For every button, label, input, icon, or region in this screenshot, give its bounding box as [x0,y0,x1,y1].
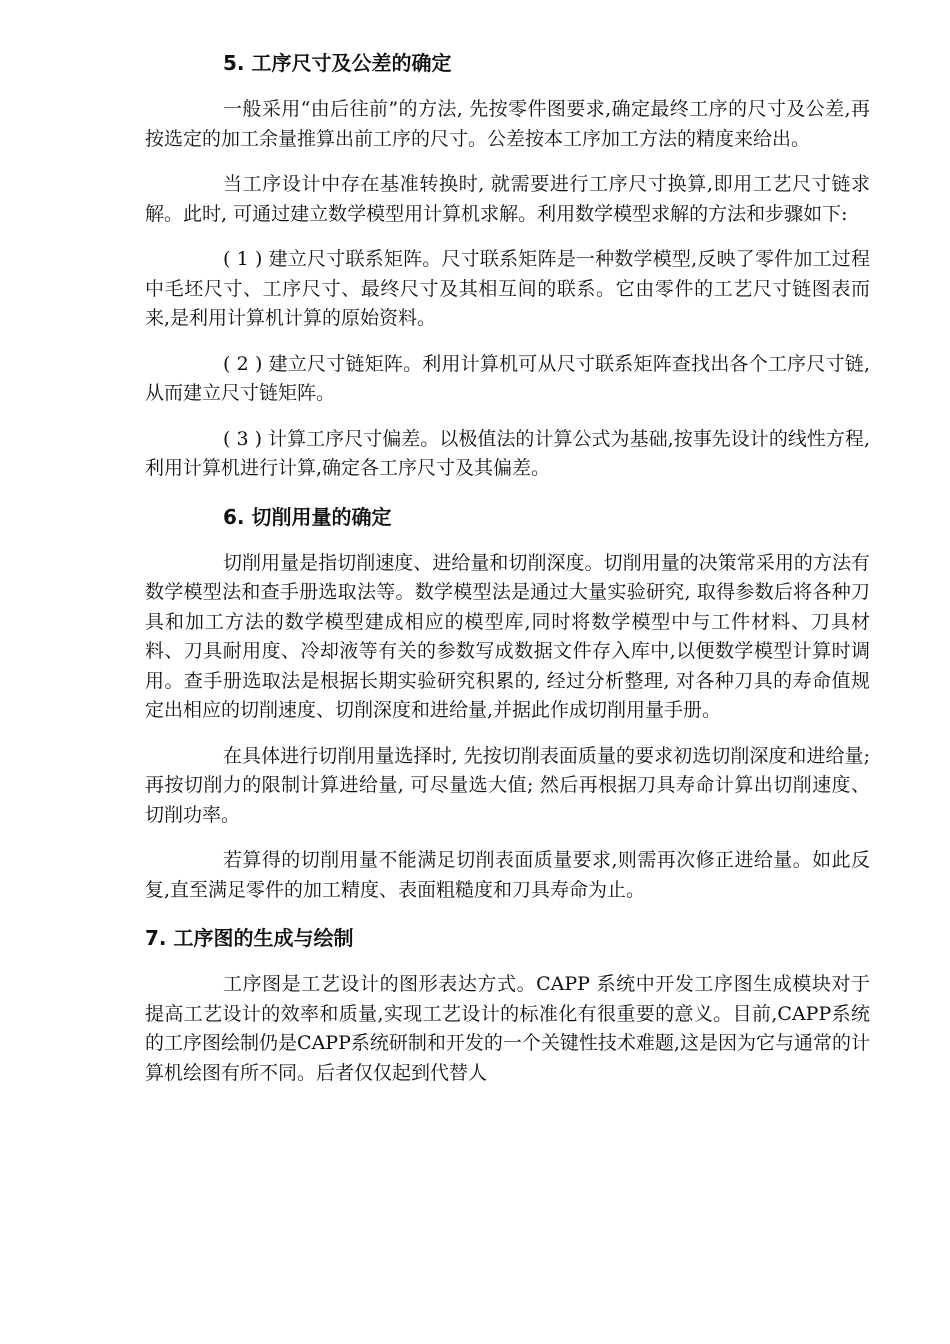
paragraph: 当工序设计中存在基准转换时, 就需要进行工序尺寸换算,即用工艺尺寸链求解。此时, 可通过建立数学模型用计算机求解。利用数学模型求解的方法和步骤如下: [145,173,870,225]
section-heading-6: 6. 切削用量的确定 [223,504,392,529]
paragraph: 一般采用“由后往前”的方法, 先按零件图要求,确定最终工序的尺寸及公差,再按选定的加工余量推算出前工序的尺寸。公差按本工序加工方法的精度来给出。 [145,98,870,150]
list-paragraph-2: ( 2 ) 建立尺寸链矩阵。利用计算机可从尺寸联系矩阵查找出各个工序尺寸链,从而建立尺寸链矩阵。 [145,352,870,404]
list-paragraph-3: ( 3 ) 计算工序尺寸偏差。以极值法的计算公式为基础,按事先设计的线性方程,利用计算机进行计算,确定各工序尺寸及其偏差。 [145,427,870,479]
section-heading-5: 5. 工序尺寸及公差的确定 [223,51,452,75]
document-page [145,46,870,1104]
paragraph: 切削用量是指切削速度、进给量和切削深度。切削用量的决策常采用的方法有数学模型法和查手册选取法等。数学模型法是通过大量实验研究, 取得参数后将各种刀具和加工方法的数学模型建成相应的模型库,同时将数学模型中与工件材料、刀具材料、刀具耐用度、冷却液等有关的参数写成数据文件存入库中,以便数学模型计算时调用。查手册选取法是根据长期实验研究积累的, 经过分析整理, 对各种刀具的寿命值规定出相应的切削速度、切削深度和进给量,并据此作成切削用量手册。 [145,551,870,721]
section-heading-7: 7. 工序图的生成与绘制 [145,926,354,950]
paragraph: 在具体进行切削用量选择时, 先按切削表面质量的要求初选切削深度和进给量; 再按切削力的限制计算进给量, 可尽量选大值; 然后再根据刀具寿命计算出切削速度、切削功率。 [145,744,870,826]
paragraph: 工序图是工艺设计的图形表达方式。CAPP 系统中开发工序图生成模块对于提高工艺设计的效率和质量,实现工艺设计的标准化有很重要的意义。目前,CAPP系统的工序图绘制仍是CAPP系统研制和开发的一个关键性技术难题,这是因为它与通常的计算机绘图有所不同。后者仅仅起到代替人 [145,973,870,1084]
list-paragraph-1: ( 1 ) 建立尺寸联系矩阵。尺寸联系矩阵是一种数学模型,反映了零件加工过程中毛坯尺寸、工序尺寸、最终尺寸及其相互间的联系。它由零件的工艺尺寸链图表而来,是利用计算机计算的原始资料。 [145,248,870,329]
paragraph: 若算得的切削用量不能满足切削表面质量要求,则需再次修正进给量。如此反复,直至满足零件的加工精度、表面粗糙度和刀具寿命为止。 [145,849,870,901]
